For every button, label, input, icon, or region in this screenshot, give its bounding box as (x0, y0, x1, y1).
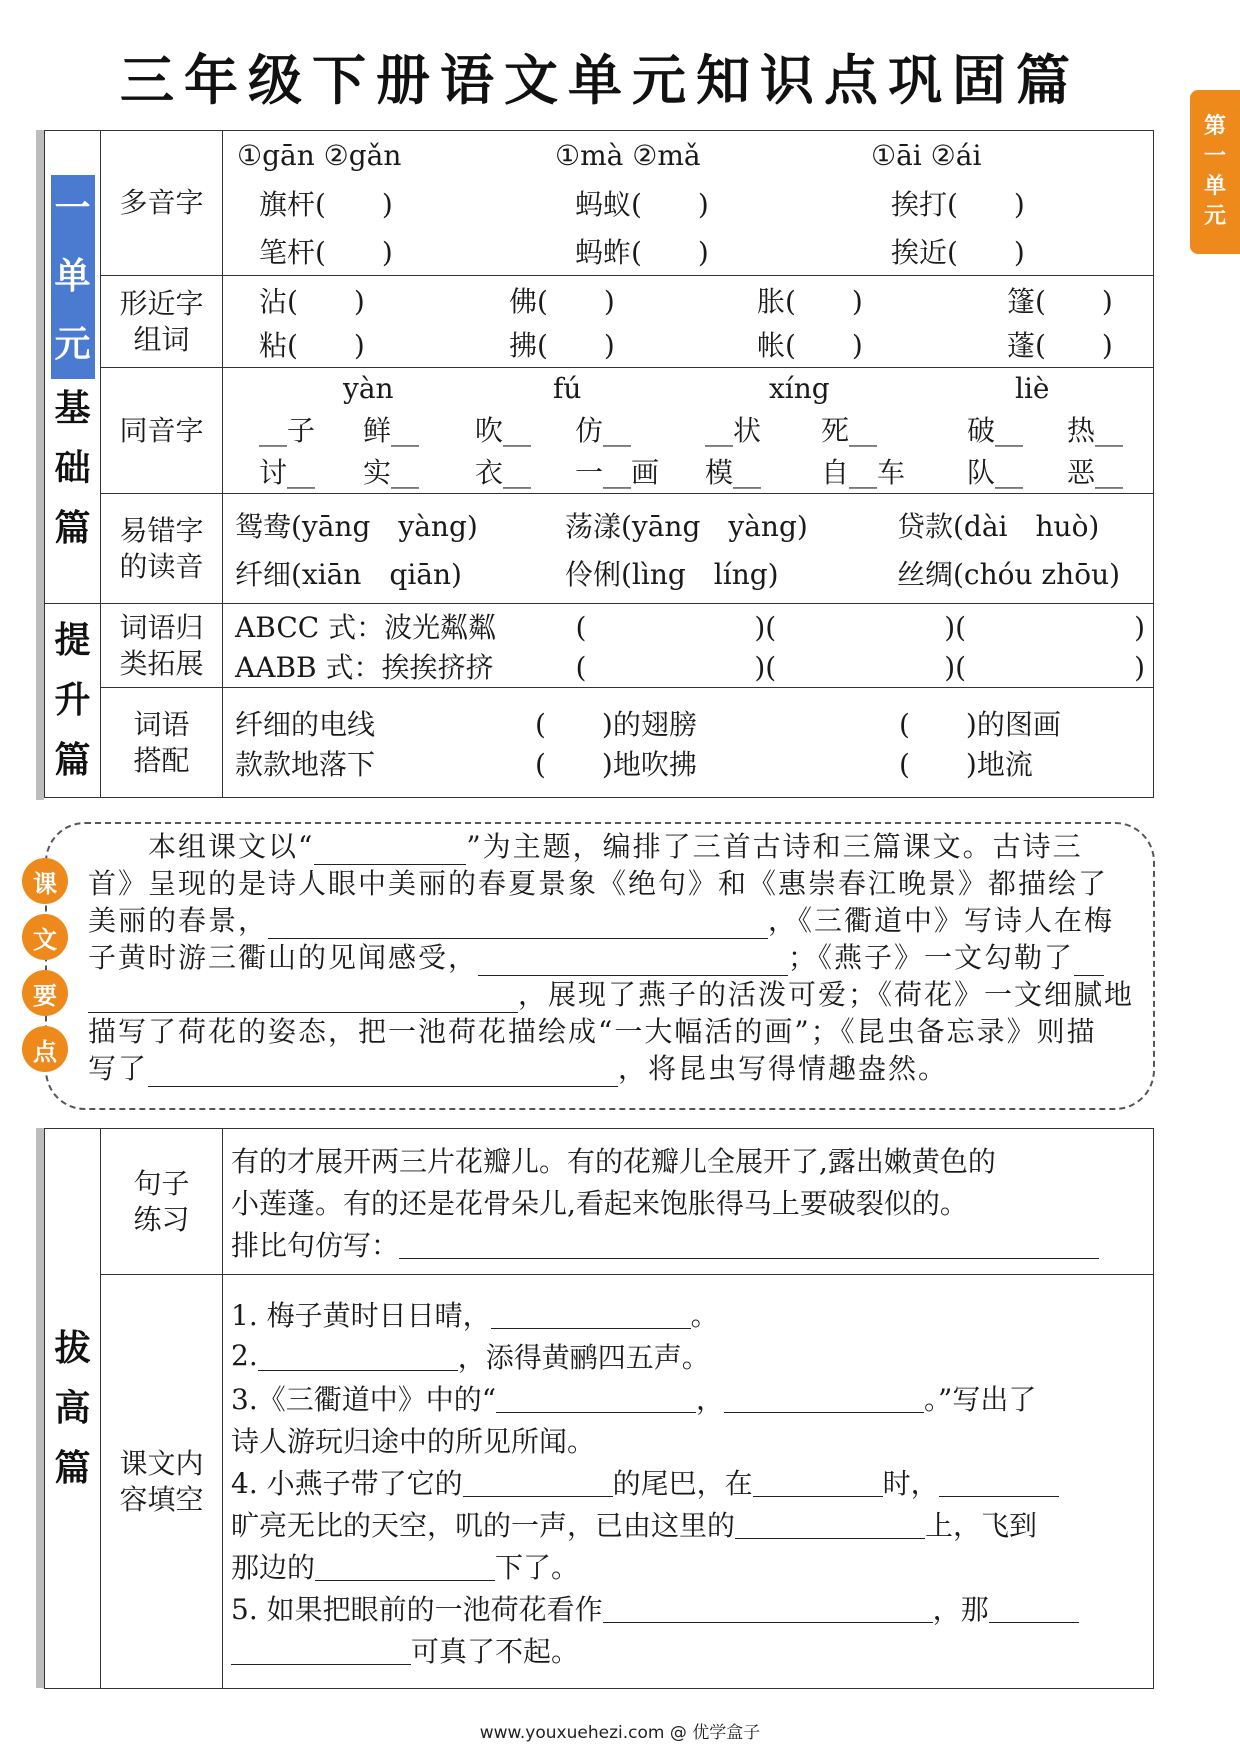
footer: www.youxuehezi.com @ 优学盒子 (479, 1723, 761, 1743)
kp-line (88, 902, 1138, 939)
fill-blank[interactable] (478, 945, 788, 976)
section-char: 升 (54, 679, 91, 721)
dapei-line (231, 703, 1145, 743)
section-highlight (51, 175, 95, 379)
kp-text: ”为主题，编排了三首古诗和三篇课文。古诗三 (466, 830, 1083, 863)
label-line: 练习 (133, 1202, 190, 1236)
label-line: 的读音 (119, 549, 204, 583)
fill-blank[interactable] (268, 908, 768, 939)
word: 篷( ) (1007, 284, 1113, 318)
section-char: 篇 (54, 739, 91, 781)
badge: 点 (22, 1026, 68, 1072)
word: ( )地流 (899, 747, 1033, 781)
kp-text: 写了 (88, 1052, 149, 1085)
pinyin: liè (1015, 372, 1050, 405)
kp-text: ，《三衢道中》写诗人在梅 (768, 904, 1115, 937)
label-line: 组词 (133, 322, 190, 356)
question-text: 那边的 (231, 1550, 316, 1584)
xingjin-cell (223, 276, 1154, 368)
word: 死__ (821, 413, 878, 447)
label-line: 搭配 (133, 743, 190, 777)
pattern: ABCC 式：波光粼粼 (235, 610, 497, 644)
section-char: 基 (54, 388, 91, 429)
q5 (231, 1587, 1145, 1629)
yicuo-line (231, 549, 1145, 597)
label-line: 形近字 (119, 286, 204, 320)
q4 (231, 1461, 1145, 1503)
question-text: 上，飞到 (925, 1508, 1038, 1542)
word: 拂( ) (509, 328, 615, 362)
fill-blank[interactable] (463, 1466, 613, 1497)
question-text: 可真了不起。 (411, 1634, 580, 1668)
fill-blank[interactable] (603, 1592, 933, 1623)
fill-blank[interactable] (399, 1228, 1099, 1259)
kp-text: 本组课文以“ (148, 830, 315, 863)
q5-cont (231, 1629, 1145, 1671)
word: 实__ (363, 455, 420, 489)
fill-blank[interactable] (989, 1592, 1079, 1623)
tongyin-line (231, 450, 1145, 492)
word: ( )的翅膀 (535, 707, 697, 741)
badge: 文 (22, 914, 68, 960)
question-text: 4. 小燕子带了它的 (231, 1466, 463, 1500)
fill-blank[interactable] (491, 1298, 691, 1329)
question-text: 2. (231, 1339, 258, 1372)
label-line: 句子 (133, 1166, 190, 1200)
word: 粘( ) (259, 328, 365, 362)
word: __子 (259, 413, 316, 447)
sentence: 小莲蓬。有的还是花骨朵儿,看起来饱胀得马上要破裂似的。 (231, 1186, 968, 1220)
xingjin-line (231, 278, 1145, 322)
label-duoyin: 多音字 (101, 131, 223, 276)
word: 荡漾(yāng yàng) (565, 509, 808, 543)
word: 吹__ (475, 413, 532, 447)
fill-blank[interactable] (231, 1634, 411, 1665)
section-char: 提 (54, 619, 91, 661)
word: 沾( ) (259, 284, 365, 318)
left-bar (36, 130, 44, 800)
page-title: 三年级下册语文单元知识点巩固篇 (120, 49, 1080, 112)
section-char: 拔 (54, 1327, 91, 1369)
word: 纤细(xiān qiān) (235, 557, 462, 591)
key-points-text (88, 828, 1138, 1087)
section-tisheng (45, 604, 101, 798)
question-text: ，那 (932, 1592, 989, 1626)
section-bagao (45, 1129, 101, 1689)
label-line: 类拓展 (119, 646, 204, 680)
word: 纤细的电线 (235, 707, 376, 741)
kp-text: 子黄时游三衢山的见闻感受， (88, 941, 479, 974)
word: 仿__ (575, 413, 632, 447)
fill-blank[interactable] (724, 1382, 924, 1413)
label-line: 易错字 (119, 513, 204, 547)
question-text: 的尾巴，在 (612, 1466, 753, 1500)
basics-table (44, 130, 1154, 798)
word: 丝绸(chóu zhōu) (897, 557, 1121, 591)
kp-line (88, 939, 1138, 976)
question-text: 下了。 (495, 1550, 580, 1584)
unit-tab-char: 单 (1203, 174, 1226, 199)
question-text: 。 (690, 1298, 719, 1332)
badge: 课 (22, 858, 68, 904)
word: 破__ (967, 413, 1024, 447)
question-text: 。”写出了 (924, 1382, 1037, 1416)
section-char: 一 (54, 188, 91, 229)
q4-cont (231, 1503, 1145, 1545)
label-dapei (101, 688, 223, 798)
kp-text: ，将昆虫写得情趣盎然。 (618, 1052, 949, 1085)
word: 笔杆( ) (259, 236, 393, 269)
pattern: AABB 式：挨挨挤挤 (235, 650, 494, 684)
badge: 要 (22, 970, 68, 1016)
word: 佛( ) (509, 284, 615, 318)
word: 蓬( ) (1007, 328, 1113, 362)
kp-line: 描写了荷花的姿态，把一池荷花描绘成“一大幅活的画”；《昆虫备忘录》则描 (88, 1015, 1097, 1048)
fill-blank[interactable] (88, 982, 518, 1013)
duoyin-word-line (231, 179, 1145, 227)
pinyin: yàn (343, 372, 394, 405)
word: 恶__ (1067, 455, 1124, 489)
word: 讨__ (259, 455, 316, 489)
fill-blank[interactable] (1074, 945, 1104, 976)
kp-line (88, 1050, 1138, 1087)
question-text: 时， (882, 1466, 939, 1500)
unit-tab (1190, 90, 1240, 254)
pinyin: fú (553, 372, 582, 405)
question-text: 3.《三衢道中》中的“ (231, 1382, 497, 1416)
xingjin-line (231, 322, 1145, 366)
section-char: 篇 (54, 1447, 91, 1489)
dapei-cell (223, 688, 1154, 798)
label-line: 课文内 (119, 1446, 204, 1480)
word: 蚂蚁( ) (575, 188, 709, 221)
q3 (231, 1377, 1145, 1419)
duoyin-word-line (231, 227, 1145, 275)
word: ( )地吹拂 (535, 747, 697, 781)
question-text: ， (696, 1382, 725, 1416)
word: 旗杆( ) (259, 188, 393, 221)
fill-blank[interactable] (939, 1466, 1059, 1497)
label-tongyin: 同音字 (101, 368, 223, 494)
juzi-cell (223, 1129, 1154, 1275)
word: __状 (705, 413, 762, 447)
unit-tab-char: 元 (1203, 204, 1226, 229)
sentence: 有的才展开两三片花瓣儿。有的花瓣儿全展开了,露出嫩黄色的 (231, 1144, 996, 1178)
section-char: 篇 (54, 508, 91, 549)
fill-blank[interactable] (314, 834, 466, 865)
word: 鲜__ (363, 413, 420, 447)
blanks: ( )( )( ) (575, 610, 1145, 644)
tongyin-pinyin-line (231, 370, 1145, 408)
label-line: 词语归 (119, 610, 204, 644)
unit-tab-char: 一 (1203, 144, 1226, 169)
pinyin: ①gān ②gǎn (237, 138, 402, 172)
duoyin-cell (223, 131, 1154, 276)
left-bar (36, 1128, 44, 1688)
word: 鸳鸯(yāng yàng) (235, 509, 478, 543)
section-jichu (45, 131, 101, 604)
kp-text: 美丽的春景， (88, 904, 269, 937)
guilei-line (231, 606, 1145, 646)
juzi-prompt-line (231, 1223, 1145, 1265)
label-line: 容填空 (119, 1482, 204, 1516)
question-text: ，添得黄鹂四五声。 (457, 1340, 710, 1374)
q4-cont (231, 1545, 1145, 1587)
label-line: 词语 (133, 707, 190, 741)
word: 自__车 (821, 455, 906, 489)
word: 帐( ) (757, 328, 863, 362)
label-tiankong (101, 1275, 223, 1689)
kp-line: 首》呈现的是诗人眼中美丽的春夏景象《绝句》和《惠崇春江晚景》都描绘了 (88, 867, 1109, 900)
kp-text: ，展现了燕子的活泼可爱；《荷花》一文细腻地 (518, 978, 1135, 1011)
word: 挨打( ) (891, 188, 1025, 221)
section-char: 高 (54, 1387, 91, 1429)
section-char: 础 (54, 448, 91, 489)
word: 衣__ (475, 455, 532, 489)
word: 款款地落下 (235, 747, 376, 781)
word: 蚂蚱( ) (575, 236, 709, 269)
kp-text: ；《燕子》一文勾勒了 (788, 941, 1075, 974)
question-text: 1. 梅子黄时日日晴， (231, 1298, 491, 1332)
kp-line (88, 828, 1138, 865)
label-guilei (101, 604, 223, 688)
word: ( )的图画 (899, 707, 1061, 741)
word: 热__ (1067, 413, 1124, 447)
word: 挨近( ) (891, 236, 1025, 269)
fill-blank[interactable] (496, 1382, 696, 1413)
fill-blank[interactable] (753, 1466, 883, 1497)
fill-blank[interactable] (315, 1550, 495, 1581)
section-char: 单 (54, 256, 91, 297)
word: 模__ (705, 455, 762, 489)
question-text: 5. 如果把眼前的一池荷花看作 (231, 1592, 603, 1626)
word: 队__ (967, 455, 1024, 489)
label-xingjin (101, 276, 223, 368)
advanced-table (44, 1128, 1154, 1689)
guilei-cell (223, 604, 1154, 688)
yicuo-cell (223, 494, 1154, 604)
section-char: 元 (54, 324, 91, 365)
pinyin: xíng (769, 372, 830, 405)
unit-tab-char: 第 (1203, 114, 1226, 139)
fill-blank[interactable] (258, 1340, 458, 1371)
pinyin: ①mà ②mǎ (555, 138, 701, 172)
pinyin: ①āi ②ái (871, 138, 982, 172)
dapei-line (231, 743, 1145, 783)
key-points-badges (22, 858, 76, 1082)
word: 一__画 (575, 455, 660, 489)
yicuo-line (231, 501, 1145, 549)
label-yicuo (101, 494, 223, 604)
tongyin-line (231, 408, 1145, 450)
word: 贷款(dài huò) (897, 509, 1100, 543)
q2 (231, 1335, 1145, 1377)
question-text: 诗人游玩归途中的所见所闻。 (231, 1424, 596, 1458)
label-juzi (101, 1129, 223, 1275)
duoyin-pinyin-line (231, 131, 1145, 179)
tiankong-cell (223, 1275, 1154, 1689)
guilei-line (231, 646, 1145, 686)
fill-blank[interactable] (735, 1508, 925, 1539)
q1 (231, 1293, 1145, 1335)
word: 胀( ) (757, 284, 863, 318)
fill-blank[interactable] (148, 1056, 618, 1087)
prompt: 排比句仿写： (231, 1228, 400, 1262)
kp-line (88, 976, 1138, 1013)
blanks: ( )( )( ) (575, 650, 1145, 684)
word: 伶俐(lìng líng) (565, 557, 779, 591)
tongyin-cell (223, 368, 1154, 494)
question-text: 旷亮无比的天空，叽的一声，已由这里的 (231, 1508, 736, 1542)
